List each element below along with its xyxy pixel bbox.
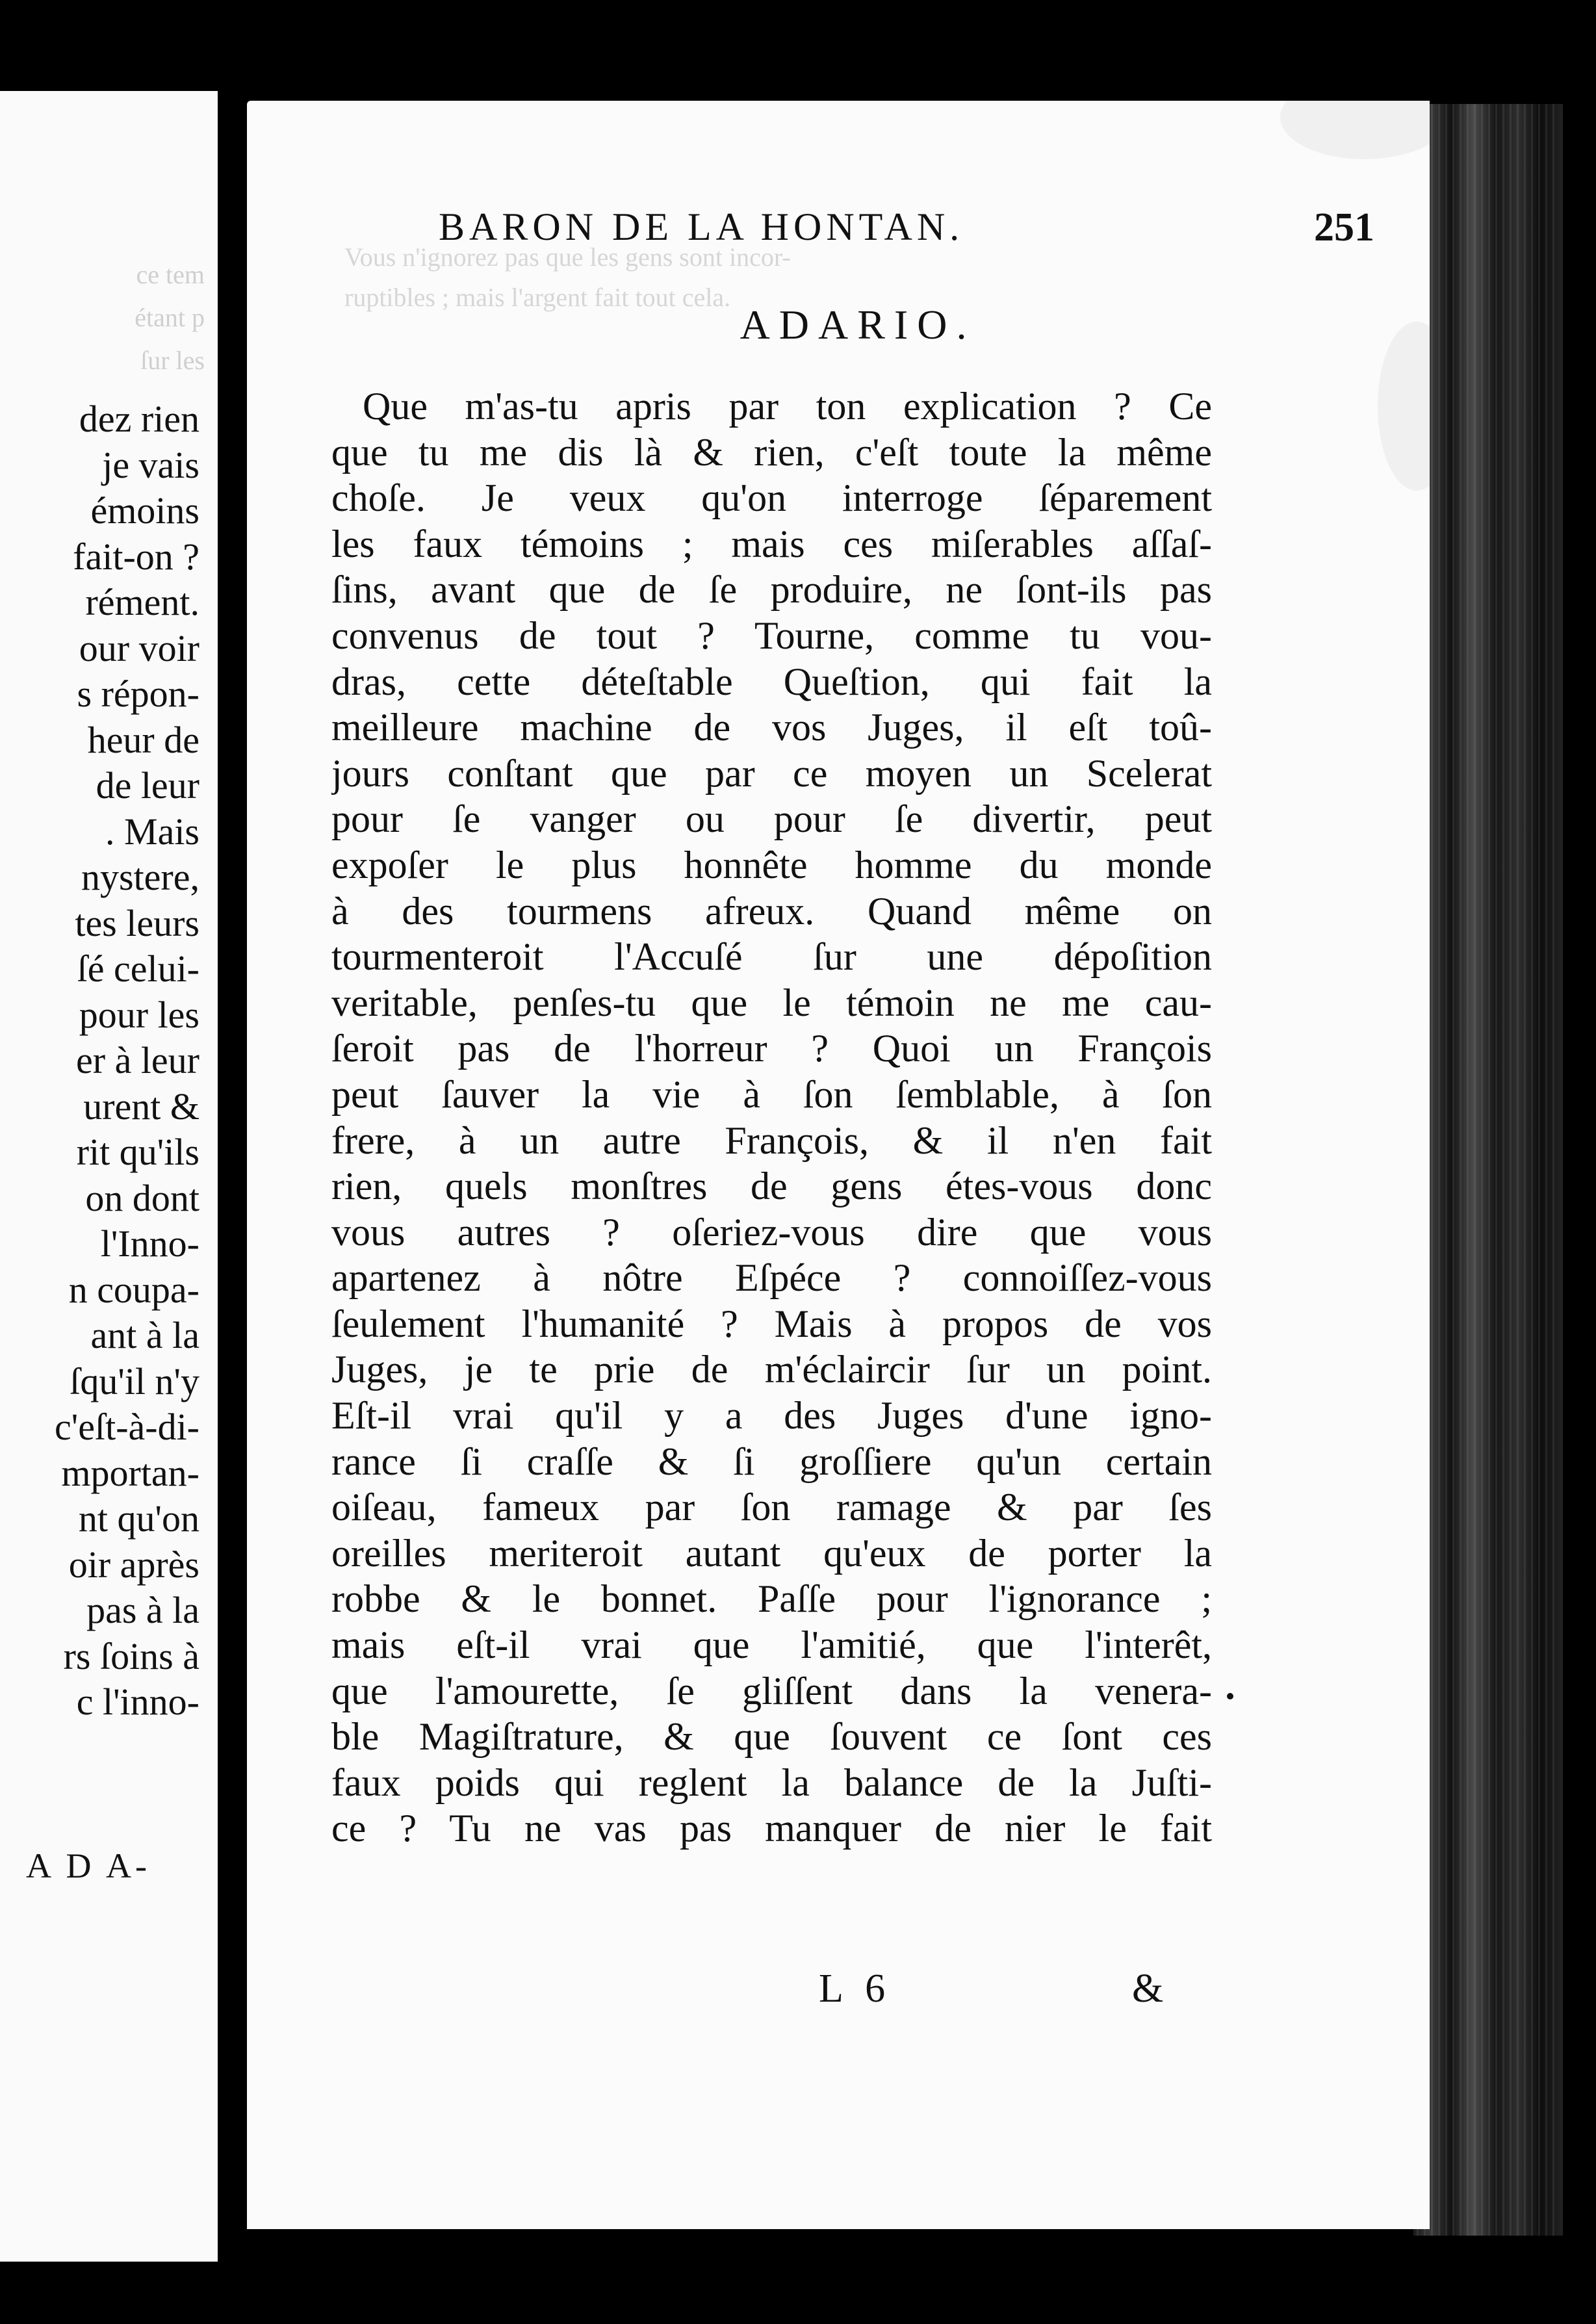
left-line: fait-on ?: [73, 535, 200, 578]
left-line: . Mais: [105, 810, 200, 853]
text-line: Juges, je te prie de m'éclaircir ſur un point.: [331, 1348, 1212, 1391]
left-line: our voir: [79, 626, 200, 669]
left-line: ant à la: [90, 1314, 200, 1356]
left-line: c'eſt-à-di-: [55, 1406, 200, 1448]
text-line: expoſer le plus honnête homme du monde: [331, 843, 1212, 886]
text-line: à des tourmens afreux. Quand même on: [331, 889, 1212, 933]
left-line: de leur: [96, 764, 200, 807]
left-line: rément.: [85, 581, 200, 623]
left-line: je vais: [102, 443, 200, 486]
text-line: Que m'as-tu apris par ton explication ? Ce: [363, 385, 1212, 428]
left-page-bleedthrough: ce tem étant p ſur les: [135, 260, 205, 375]
left-line: l'Inno-: [100, 1222, 200, 1265]
left-line: s répon-: [77, 673, 200, 715]
left-page-text: [0, 396, 200, 1725]
running-head: [439, 205, 1374, 257]
page-edges-texture: [1417, 104, 1560, 2236]
text-line: apartenez à nôtre Eſpéce ? connoiſſez-vous: [331, 1256, 1212, 1300]
catchword: &: [1132, 1967, 1164, 2011]
text-line: rance ſi craſſe & ſi groſſiere qu'un certain: [331, 1440, 1212, 1483]
left-page: [0, 91, 218, 2262]
text-line: que l'amourette, ſe gliſſent dans la venera-: [331, 1669, 1212, 1712]
text-line: choſe. Je veux qu'on interroge ſéparement: [331, 476, 1212, 520]
left-line: oir après: [68, 1543, 200, 1586]
text-line: ſeulement l'humanité ? Mais à propos de vos: [331, 1302, 1212, 1345]
text-line: pour ſe vanger ou pour ſe divertir, peut: [331, 797, 1212, 841]
text-line: ſeroit pas de l'horreur ? Quoi un François: [331, 1027, 1212, 1070]
left-line: émoins: [90, 489, 200, 532]
left-line: ſé celui-: [77, 948, 200, 990]
left-line: mportan-: [61, 1451, 200, 1494]
text-line: mais eſt-il vrai que l'amitié, que l'interêt,: [331, 1623, 1212, 1667]
ink-speck: [1227, 1693, 1233, 1699]
text-line: frere, à un autre François, & il n'en fait: [331, 1118, 1212, 1162]
text-line: rien, quels monſtres de gens étes-vous donc: [331, 1165, 1212, 1208]
right-page-bleedthrough: Vous n'ignorez pas que les gens sont incor- ruptibles ; mais l'argent fait tout cela.: [344, 242, 791, 312]
text-line: que tu me dis là & rien, c'eſt toute la même: [331, 430, 1212, 474]
text-line: jours conſtant que par ce moyen un Scelerat: [331, 751, 1212, 795]
left-line: rs ſoins à: [63, 1634, 200, 1677]
running-head-title: BARON DE LA HONTAN.: [439, 205, 964, 248]
text-line: les faux témoins ; mais ces miſerables aſſaſ-: [331, 522, 1212, 565]
text-line: peut ſauver la vie à ſon ſemblable, à ſon: [331, 1072, 1212, 1116]
binding-gutter: [218, 0, 247, 2324]
left-line: n coupa-: [68, 1268, 200, 1311]
left-line: pour les: [79, 993, 200, 1036]
left-line: tes leurs: [75, 901, 200, 944]
left-page-catchword: A D A-: [26, 1846, 151, 1885]
text-line: dras, cette déteſtable Queſtion, qui fait la: [331, 660, 1212, 703]
text-line: ble Magiſtrature, & que ſouvent ce ſont ces: [331, 1715, 1212, 1759]
page-number: 251: [1314, 205, 1374, 250]
text-line: veritable, penſes-tu que le témoin ne me cau-: [331, 981, 1212, 1024]
left-line: on dont: [85, 1176, 200, 1219]
text-line: vous autres ? oſeriez-vous dire que vous: [331, 1210, 1212, 1254]
left-line: heur de: [87, 718, 200, 761]
left-line: dez rien: [79, 398, 200, 440]
text-line: meilleure machine de vos Juges, il eſt toû-: [331, 706, 1212, 749]
body-text: [331, 383, 1212, 1852]
left-line: urent &: [83, 1085, 200, 1128]
left-line: c l'inno-: [76, 1681, 200, 1723]
signature-mark: L 6: [819, 1967, 892, 2011]
text-line: faux poids qui reglent la balance de la Juſti-: [331, 1761, 1212, 1804]
text-line: oiſeau, fameux par ſon ramage & par ſes: [331, 1486, 1212, 1529]
text-line: convenus de tout ? Tourne, comme tu vou-: [331, 613, 1212, 657]
left-line: ſqu'il n'y: [70, 1360, 200, 1402]
text-line: oreilles meriteroit autant qu'eux de porter la: [331, 1531, 1212, 1575]
left-line: nt qu'on: [78, 1497, 200, 1540]
text-line: Eſt-il vrai qu'il y a des Juges d'une igno-: [331, 1394, 1212, 1438]
text-line: ce ? Tu ne vas pas manquer de nier le fait: [331, 1807, 1212, 1850]
text-line: ſins, avant que de ſe produire, ne ſont-ils pas: [331, 568, 1212, 612]
text-line: robbe & le bonnet. Paſſe pour l'ignorance ;: [331, 1577, 1212, 1621]
left-line: pas à la: [86, 1589, 200, 1631]
text-line: tourmenteroit l'Accuſé ſur une dépoſition: [331, 935, 1212, 979]
left-line: er à leur: [76, 1039, 200, 1081]
paper-stain: [1280, 101, 1430, 159]
speaker-heading: ADARIO.: [740, 302, 976, 348]
left-line: nystere,: [81, 856, 200, 898]
right-page: [247, 101, 1430, 2229]
left-line: rit qu'ils: [76, 1131, 200, 1173]
